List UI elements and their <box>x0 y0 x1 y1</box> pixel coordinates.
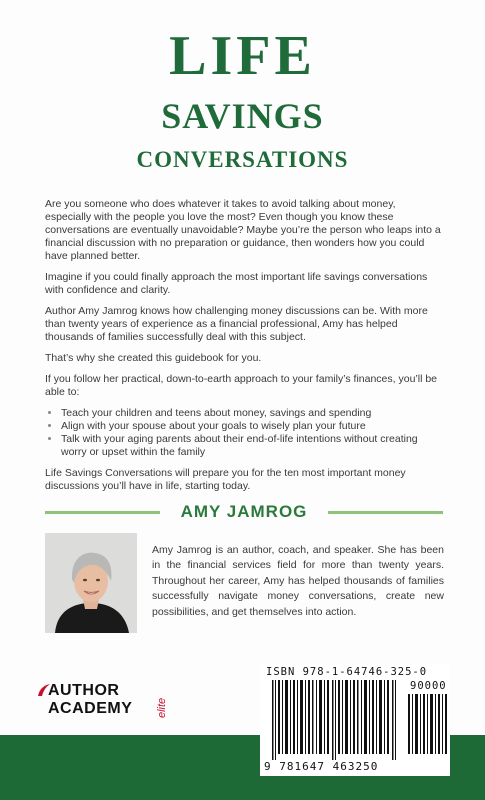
benefits-list <box>45 407 443 459</box>
list-item: • Align with your spouse about your goals to wisely plan your future <box>61 420 443 433</box>
list-item: • Talk with your aging parents about their end-of-life intentions without creating worry or upset within the family <box>61 433 443 459</box>
title-line-1: LIFE <box>169 25 316 87</box>
publisher-logo <box>36 682 166 720</box>
description <box>45 198 443 501</box>
intro-paragraph-4: That’s why she created this guidebook for you. <box>45 352 262 364</box>
title-line-2: SAVINGS <box>161 96 324 136</box>
barcode-bars <box>272 680 402 760</box>
title-line-3: CONVERSATIONS <box>136 147 349 172</box>
publisher-line-3: elite <box>156 697 168 718</box>
intro-paragraph-5: If you follow her practical, down-to-earth approach to your family’s finances, you’ll be able to: <box>45 373 438 398</box>
intro-paragraph-2: Imagine if you could finally approach the most important life savings conversations with confidence and clarity. <box>45 271 428 296</box>
author-photo <box>45 533 137 633</box>
author-heading <box>45 502 443 522</box>
closing-paragraph: Life Savings Conversations will prepare you for the ten most important money discussions you’ll have in life, starting today. <box>45 467 406 492</box>
publisher-line-2: ACADEMY <box>48 700 133 717</box>
intro-paragraph-3: Author Amy Jamrog knows how challenging money discussions can be. With more than twenty years of experience as a financial professional, Amy has helped thousands of families successfully deal with this subject. <box>45 305 428 343</box>
divider-line-right <box>328 511 443 514</box>
author-name: AMY JAMROG <box>180 502 308 521</box>
addon-barcode-bars <box>408 694 448 754</box>
isbn-text: ISBN 978-1-64746-325-0 <box>266 666 428 678</box>
publisher-line-1: AUTHOR <box>48 682 120 699</box>
price-code: 90000 <box>410 680 447 692</box>
barcode <box>260 664 450 776</box>
list-item: • Teach your children and teens about money, savings and spending <box>61 407 443 420</box>
author-bio: Amy Jamrog is an author, coach, and speaker. She has been in the financial services field for more than twenty years. Throughout her career, Amy has helped thousands of families successfully navigate money conversations, create new possibilities, and get themselves into action. <box>152 543 444 618</box>
barcode-number: 9 781647 463250 <box>264 760 379 773</box>
intro-paragraph-1: Are you someone who does whatever it takes to avoid talking about money, especially with the people you love the most? Even though you know these conversations are eventually unavoidable? Maybe you’re the person who leaps into a financial discussion with no preparation or guidance, then wonders how you could have planned better. <box>45 198 441 262</box>
